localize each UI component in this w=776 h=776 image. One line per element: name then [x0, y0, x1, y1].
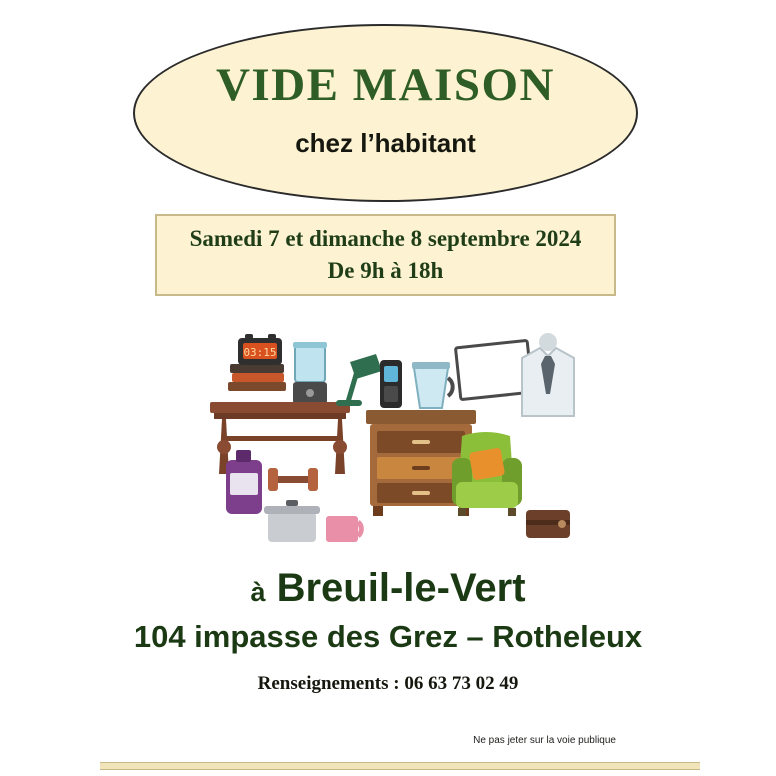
svg-text:03:15: 03:15 — [243, 346, 277, 359]
city-name: Breuil-le-Vert — [276, 566, 526, 610]
books-icon — [228, 364, 286, 391]
address-prefix: à — [250, 577, 266, 607]
coffee-maker-icon — [412, 362, 453, 408]
pink-mug-icon — [326, 516, 361, 542]
street-address: 104 impasse des Grez – Rotheleux — [133, 619, 643, 654]
date-box — [155, 214, 616, 296]
legal-note: Ne pas jeter sur la voie publique — [473, 735, 616, 746]
cooking-pot-icon — [264, 500, 320, 542]
second-hand-furniture-illustration — [190, 332, 590, 562]
city-line — [0, 565, 776, 611]
telephone-icon — [380, 360, 402, 408]
address-block — [0, 565, 776, 695]
poster-title: VIDE MAISON — [215, 58, 555, 111]
footer-decoration-bar — [100, 762, 700, 770]
green-armchair-icon — [452, 432, 522, 516]
title-ellipse — [133, 24, 638, 202]
dumbbell-icon — [268, 468, 318, 491]
event-hours: De 9h à 18h — [327, 258, 444, 283]
picture-frame-icon — [455, 340, 532, 399]
alarm-clock-icon — [238, 334, 282, 365]
poster-subtitle: chez l’habitant — [295, 128, 476, 159]
contact-phone: Renseignements : 06 63 73 02 49 — [257, 672, 519, 694]
desk-lamp-icon — [336, 354, 382, 406]
detergent-bottle-icon — [226, 450, 262, 514]
event-dates: Samedi 7 et dimanche 8 septembre 2024 — [189, 226, 582, 252]
blender-icon — [293, 342, 327, 404]
leather-wallet-icon — [526, 510, 570, 538]
shirt-with-tie-icon — [522, 333, 574, 416]
